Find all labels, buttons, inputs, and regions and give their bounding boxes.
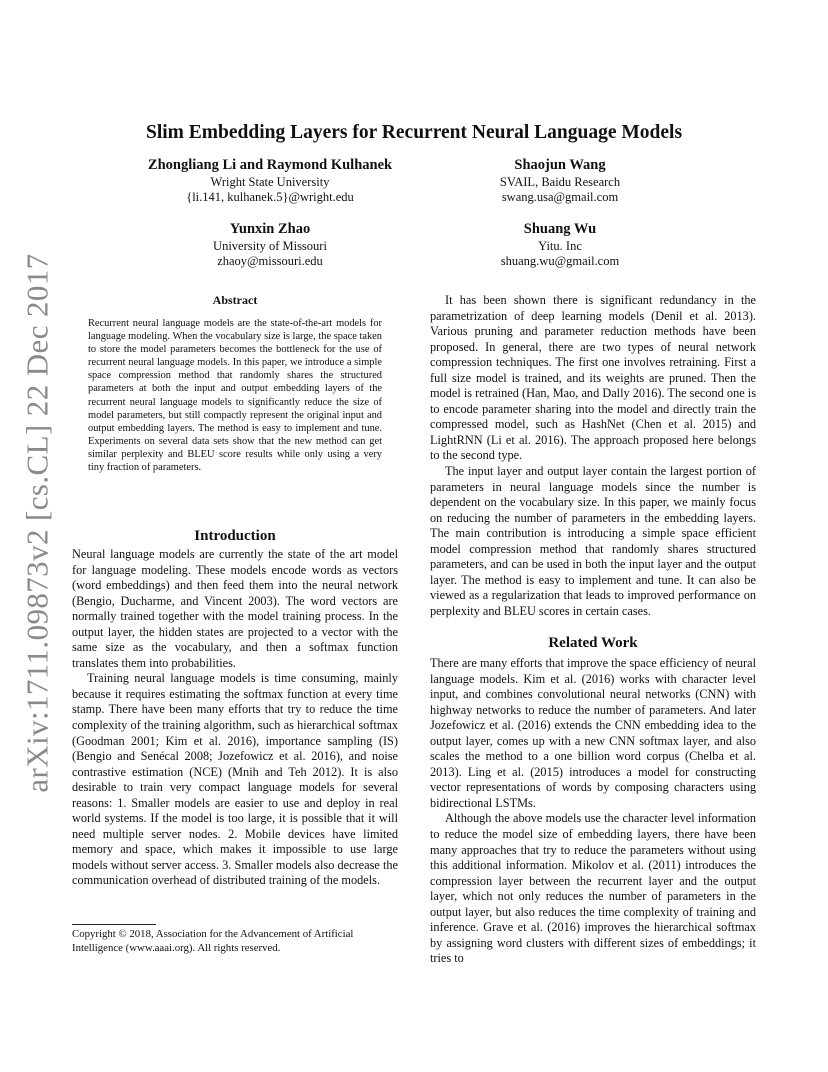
author-email: swang.usa@gmail.com [501,190,619,205]
abstract-section [72,293,398,474]
abstract-text: Recurrent neural language models are the state-of-the-art models for language modeling. When the vocabulary size is large, the space taken to store the model parameters becomes the bottleneck for the use of recurrent neural language models. In this paper, we introduce a simple space compression method that randomly shares the structured parameters at both the input and output embedding layers of the recurrent neural language models to significantly reduce the size of model parameters, but still compactly represent the original input and output embedding layers. The method is easy to implement and tune. Experiments on several data sets show that the new method can get similar perplexity and BLEU score results while only using a very tiny fraction of parameters. [88,318,382,474]
introduction-paragraph-2: Training neural language models is time consuming, mainly because it requires estimating the softmax function at every time stamp. There have been many efforts that try to reduce the time complexity of the training algorithm, such as hierarchical softmax (Goodman 2001; Kim et al. 2016), importance sampling (IS) (Bengio and Senécal 2008; Jozefowicz et al. 2016), and noise contrastive estimation (NCE) (Mnih and Teh 2012). It is also desirable to train very compact language models for several reasons: 1. Smaller models are easier to use and deploy in real world systems. If the model is too large, it is possible that it will need multiple server nodes. 2. Mobile devices have limited memory and space, which makes it impossible to use large models without server access. 3. Smaller models also decrease the communication overhead of distributed training of the models. [72,671,398,888]
intro-right-paragraph-2: The input layer and output layer contain the largest portion of parameters in neural language models since the number is dependent on the vocabulary size. In this paper, we mainly focus on reducing the number of parameters in the embedding layers. The main contribution is introducing a simple space efficient model compression method that randomly shares structured parameters, and can be used in both the input layer and the output layer. The method is easy to implement and tune. It can also be viewed as a regularization that leads to improved performance on perplexity and BLEU scores in certain cases. [430,464,756,618]
author-affiliation: Wright State University [210,175,330,189]
author-block-zhao [110,220,430,270]
author-block-li-kulhanek [110,156,430,206]
related-work-body [430,656,756,967]
author-affiliation: University of Missouri [213,239,327,253]
author-email: {li.141, kulhanek.5}@wright.edu [186,190,354,205]
introduction-heading: Introduction [194,528,276,544]
intro-right-paragraph-1: It has been shown there is significant redundancy in the parametrization of deep learning models (Denil et al. 2013). Various pruning and parameter reduction methods have been proposed. In general, there are two types of neural network compression techniques. The first one involves retraining. First a full size model is trained, and its weights are pruned. Then the model is retrained (Han, Mao, and Dally 2016). The second one is to encode parameter sharing into the model and directly train the compressed model, such as HashNet (Chen et al. 2015) and LightRNN (Li et al. 2016). The approach proposed here belongs to the second type. [430,293,756,463]
author-block-wu [430,220,690,270]
author-block-wang [430,156,690,206]
author-names: Shuang Wu [523,221,597,237]
author-email: shuang.wu@gmail.com [500,254,620,269]
author-email: zhaoy@missouri.edu [217,254,323,269]
copyright-footnote: Copyright © 2018, Association for the Advancement of Artificial Intelligence (www.aaai.org). All rights reserved. [72,928,354,954]
arxiv-identifier-stamp [14,252,62,793]
introduction-body [72,547,398,889]
related-work-heading: Related Work [548,635,638,651]
related-work-paragraph-1: There are many efforts that improve the space efficiency of neural language models. Kim et al. (2016) works with character level input, and combines convolutional neural networks (CNN) with highway networks to reduce the number of parameters. And later Jozefowicz et al. (2016) extends the CNN embedding idea to the output layer, comes up with a new CNN softmax layer, and also scales the method to a one billion word corpus (Chelba et al. 2013). Ling et al. (2015) introduces a model for constructing vector representations of words by composing characters using bidirectional LSTMs. [430,656,756,810]
introduction-paragraph-1: Neural language models are currently the state of the art model for language modeling. These models encode words as vectors (word embeddings) and then feed them into the neural network (Bengio, Ducharme, and Vincent 2003). The word vectors are normally trained together with the model training process. In the output layer, the hidden states are projected to a vector with the same size as the vocabulary, and then a softmax function translates them into probabilities. [72,547,398,670]
author-affiliation: Yitu. Inc [538,239,582,253]
author-affiliation: SVAIL, Baidu Research [499,175,621,189]
abstract-heading: Abstract [212,293,258,307]
author-names: Shaojun Wang [514,157,606,173]
related-work-paragraph-2: Although the above models use the character level information to reduce the model size of embedding layers, there have been many approaches that try to reduce the parameters without using this additional information. Mikolov et al. (2011) introduces the compression layer between the recurrent layer and the output layer, which not only reduces the number of parameters in the output layer, but also reduces the time complexity of training and inference. Grave et al. (2016) improves the hierarchical softmax by assigning word clusters with different sizes of embeddings; it tries to [430,811,756,966]
author-names: Yunxin Zhao [229,221,311,237]
footnote-divider [72,924,156,925]
introduction-continued [430,293,756,619]
author-names: Zhongliang Li and Raymond Kulhanek [147,157,393,173]
arxiv-id-text: arXiv:1711.09873v2 [cs.CL] 22 Dec 2017 [20,252,56,793]
paper-title: Slim Embedding Layers for Recurrent Neural Language Models [145,122,683,143]
